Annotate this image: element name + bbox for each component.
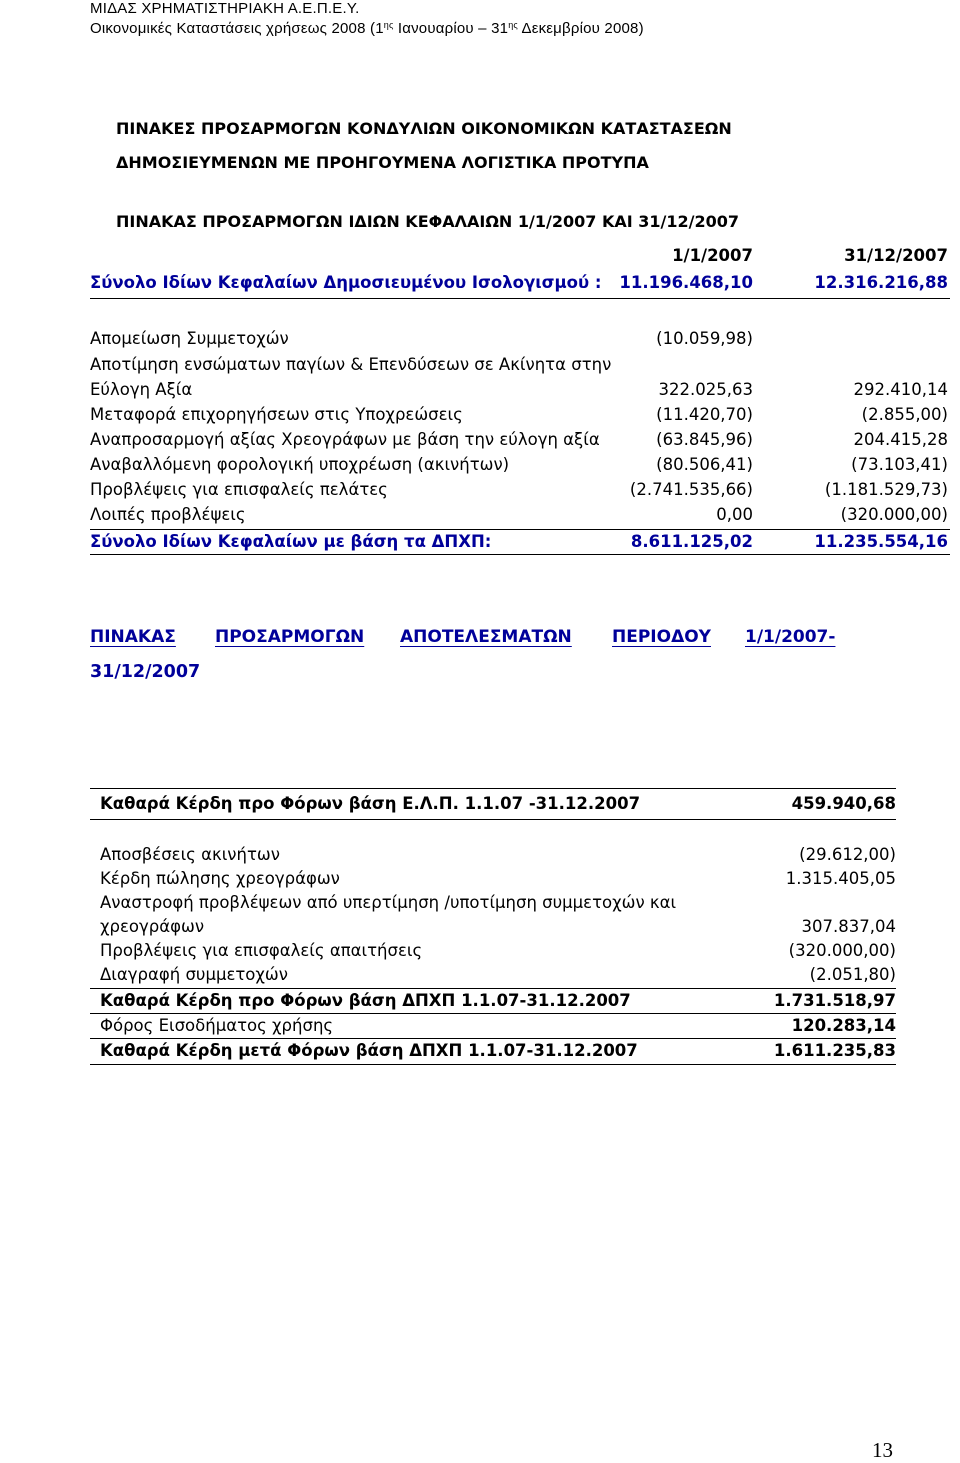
table-row: Εύλογη Αξία 322.025,63 292.410,14	[90, 380, 948, 399]
table-row: Διαγραφή συμμετοχών (2.051,80)	[100, 965, 896, 984]
equity-total-row: Σύνολο Ιδίων Κεφαλαίων με βάση τα ΔΠΧΠ: 8.611.125,02 11.235.554,16	[90, 532, 948, 551]
page-number: 13	[872, 1438, 893, 1462]
table-row: Αποτίμηση ενσώματων παγίων & Επενδύσεων σε Ακίνητα στην	[90, 355, 612, 374]
equity-col-2007-end: 31/12/2007	[844, 246, 948, 265]
table-row: Αποσβέσεις ακινήτων (29.612,00)	[100, 845, 896, 864]
divider	[90, 1064, 896, 1065]
table-row: Απομείωση Συμμετοχών (10.059,98)	[90, 329, 753, 348]
main-title-line1: ΠΙΝΑΚΕΣ ΠΡΟΣΑΡΜΟΓΩΝ ΚΟΝΔΥΛΙΩΝ ΟΙΚΟΝΟΜΙΚΩΝ ΚΑΤΑΣΤΑΣΕΩΝ	[116, 119, 732, 138]
table-row: Κέρδη πώλησης χρεογράφων 1.315.405,05	[100, 869, 896, 888]
results-table-title-line2: 31/12/2007	[90, 662, 201, 682]
table-row: Αναστροφή προβλέψεων από υπερτίμηση /υποτίμηση συμμετοχών και	[100, 893, 677, 912]
divider	[90, 298, 950, 299]
equity-col-2007-start: 1/1/2007	[672, 246, 753, 265]
table-row: Προβλέψεις για επισφαλείς απαιτήσεις (320.000,00)	[100, 941, 896, 960]
table-row: Μεταφορά επιχορηγήσεων στις Υποχρεώσεις (11.420,70) (2.855,00)	[90, 405, 948, 424]
table-row: χρεογράφων 307.837,04	[100, 917, 896, 936]
divider	[90, 554, 950, 555]
company-name: ΜΙΔΑΣ ΧΡΗΜΑΤΙΣΤΗΡΙΑΚΗ Α.Ε.Π.Ε.Υ.	[90, 0, 360, 17]
table-row: Φόρος Εισοδήματος χρήσης 120.283,14	[100, 1016, 896, 1035]
period-line: Οικονομικές Καταστάσεις χρήσεως 2008 ($1^{\eta\varsigma}$ Ιανουαρίου – $31^{\eta\varsigma}$ Δεκεμβρίου 2008)	[90, 20, 644, 37]
table-row: Καθαρά Κέρδη προ Φόρων βάση Ε.Λ.Π. 1.1.07 -31.12.2007 459.940,68	[100, 794, 896, 813]
divider	[90, 819, 896, 820]
equity-table-title: ΠΙΝΑΚΑΣ ΠΡΟΣΑΡΜΟΓΩΝ ΙΔΙΩΝ ΚΕΦΑΛΑΙΩΝ 1/1/2007 ΚΑΙ 31/12/2007	[116, 212, 739, 231]
page-header	[90, 0, 644, 37]
table-row: Αναπροσαρμογή αξίας Χρεογράφων με βάση την εύλογη αξία (63.845,96) 204.415,28	[90, 430, 948, 449]
table-row: Προβλέψεις για επισφαλείς πελάτες (2.741.535,66) (1.181.529,73)	[90, 480, 948, 499]
table-row: Καθαρά Κέρδη προ Φόρων βάση ΔΠΧΠ 1.1.07-31.12.2007 1.731.518,97	[100, 991, 896, 1010]
equity-published-row: Σύνολο Ιδίων Κεφαλαίων Δημοσιευμένου Ισολογισμού : 11.196.468,10 12.316.216,88	[90, 273, 948, 292]
table-row: Λοιπές προβλέψεις 0,00 (320.000,00)	[90, 505, 948, 524]
results-table-title: ΠΙΝΑΚΑΣ ΠΡΟΣΑΡΜΟΓΩΝ ΑΠΟΤΕΛΕΣΜΑΤΩΝ ΠΕΡΙΟΔΟΥ 1/1/2007-	[90, 627, 836, 647]
equity-column-headers	[90, 244, 950, 268]
table-row: Καθαρά Κέρδη μετά Φόρων βάση ΔΠΧΠ 1.1.07-31.12.2007 1.611.235,83	[100, 1041, 896, 1060]
divider	[90, 788, 896, 789]
table-row: Αναβαλλόμενη φορολογική υποχρέωση (ακινήτων) (80.506,41) (73.103,41)	[90, 455, 948, 474]
main-title-line2: ΔΗΜΟΣΙΕΥΜΕΝΩΝ ΜΕ ΠΡΟΗΓΟΥΜΕΝΑ ΛΟΓΙΣΤΙΚΑ ΠΡΟΤΥΠΑ	[116, 153, 649, 172]
